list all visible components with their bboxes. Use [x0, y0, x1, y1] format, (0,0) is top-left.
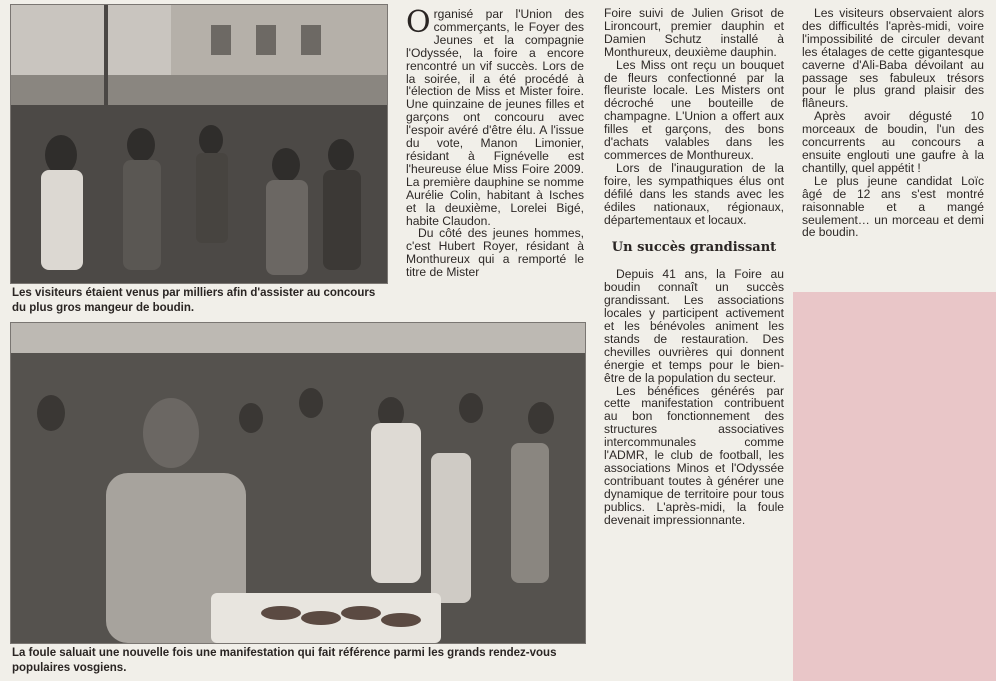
photo-top-caption: Les visiteurs étaient venus par milliers afin d'assister au concours du plus gros mangeur de boudin.: [12, 287, 376, 314]
article-column-1: [406, 5, 584, 280]
article-col2-paragraph-1: Foire suivi de Julien Grisot de Lironcourt, premier dauphin et Damien Schutz installé à Monthureux, deuxième dauphin.: [604, 6, 784, 59]
photo-crowd-bottom: [10, 322, 586, 644]
drop-cap: O: [406, 5, 431, 40]
article-col2-paragraph-5: Les bénéfices générés par cette manifestation contribuent au bon fonctionnement des structures associatives intercommunales comme l'ADMR, le club de football, les associations Minos et l'Odyssée contribuant toutes à générer une dynamique de territoire pour tous publics. L'après-midi, la foule devenait impressionnante.: [604, 383, 784, 527]
photo-bottom-caption: La foule saluait une nouvelle fois une manifestation qui fait référence parmi les grands rendez-vous populaires vosgiens.: [12, 647, 557, 674]
article-col3-paragraph-1: Les visiteurs observaient alors des difficultés l'après-midi, voire l'impossibilité de circuler devant les étalages de cette gigantesque caverne d'Ali-Baba dévoilant au passage ses fabuleux trésors pour le plus grand plaisir des flâneurs.: [802, 6, 984, 111]
article-column-2: [604, 7, 784, 527]
article-col2-paragraph-3: Lors de l'inauguration de la foire, les sympathiques élus ont défilé dans les stands avec les édiles nationaux, régionaux, départementaux et locaux.: [604, 160, 784, 227]
photo-crowd-top: [10, 4, 388, 284]
article-col1-paragraph-2: Du côté des jeunes hommes, c'est Hubert Royer, résidant à Monthureux qui a remporté le titre de Mister: [406, 226, 584, 280]
article-column-3: [802, 7, 984, 239]
photo-crowd-top-image: [11, 5, 387, 283]
article-col1-paragraph-1: Organisé par l'Union des commerçants, le Foyer des Jeunes et la compagnie l'Odyssée, la foire a encore rencontré un vif succès. Lors de la soirée, il a été procédé à l'élection de Miss et Mister foire. Une quinzaine de jeunes filles et garçons ont concouru avec l'espoir avéré d'être élu. A l'issue du vote, Manon Limonier, résidant à Fignévelle est l'heureuse élue Miss Foire 2009. La première dauphine se nomme Aurélie Colin, habitant à Isches et la deuxième, Lorelei Bigé, habite Claudon.: [406, 5, 584, 228]
article-col2-paragraph-4: Depuis 41 ans, la Foire au boudin connaît un succès grandissant. Les associations locales y participent activement et les bénévoles animent les stands de restauration. Des chevilles ouvrières qui donnent énergie et temps pour le bien-être de la population du secteur.: [604, 267, 784, 385]
article-col3-paragraph-3: Le plus jeune candidat Loïc âgé de 12 ans s'est montré raisonnable et a mangé seulement… un morceau et demi de boudin.: [802, 173, 984, 240]
article-col3-paragraph-2: Après avoir dégusté 10 morceaux de boudin, l'un des concurrents au concours a ensuite englouti une gaufre à la chantilly, quel appétit !: [802, 109, 984, 175]
article-col2-paragraph-2: Les Miss ont reçu un bouquet de fleurs confectionné par la fleuriste locale. Les Misters ont décroché une bouteille de champagne. L'Union a offert aux filles et garçons, des bons d'achats valables dans les commerces de Monthureux.: [604, 57, 784, 162]
subheading: Un succès grandissant: [611, 240, 777, 256]
photo-crowd-bottom-image: [11, 323, 585, 643]
